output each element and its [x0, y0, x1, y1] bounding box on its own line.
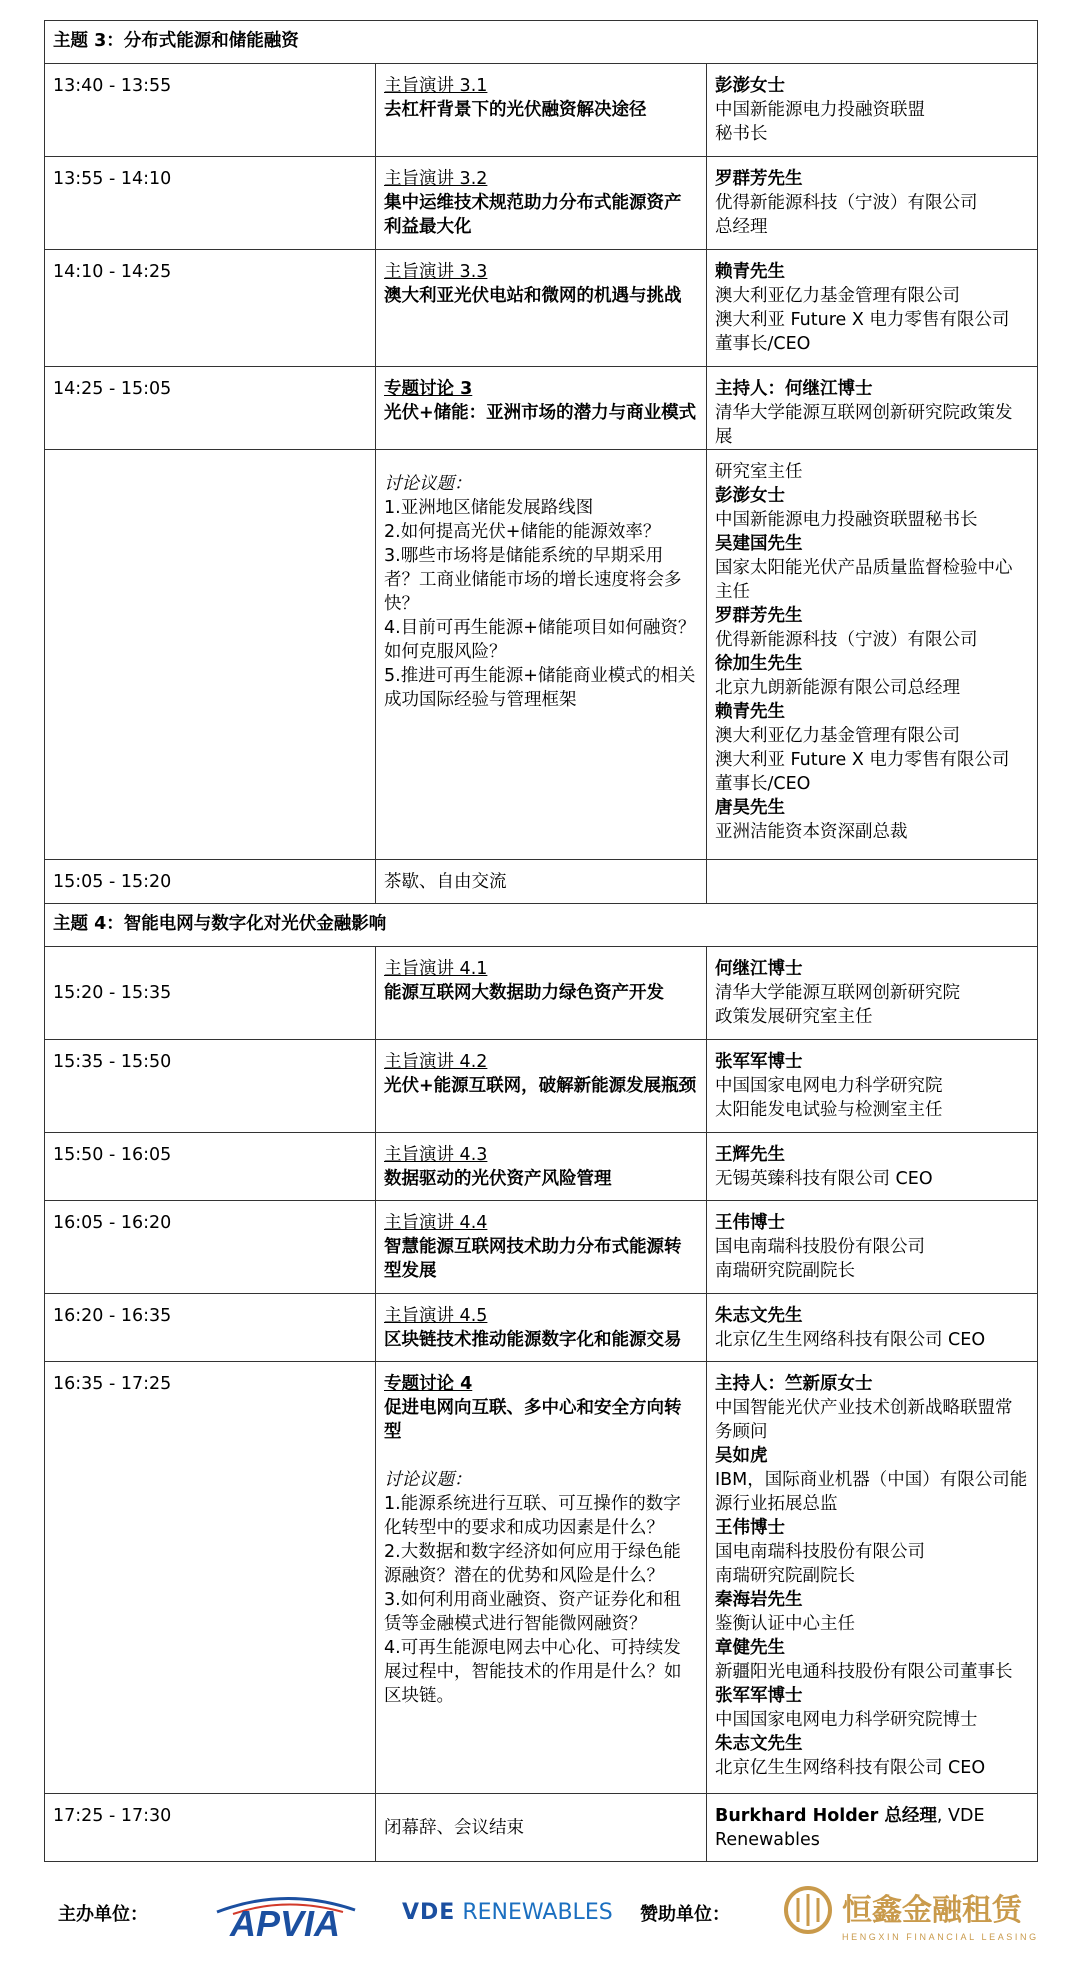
- speaker-name: 张军军博士: [715, 1052, 803, 1072]
- speaker-role: 董事长/CEO: [715, 334, 811, 354]
- hengxin-en-text: HENGXIN FINANCIAL LEASING: [842, 1932, 1039, 1942]
- speaker-affiliation: 中国国家电网电力科学研究院: [715, 1076, 943, 1096]
- speaker-cell: [707, 947, 1038, 1040]
- panelist-name: 张军军博士: [715, 1686, 803, 1706]
- keynote-3-1-row: [45, 64, 1038, 157]
- sponsor-label: 赞助单位：: [640, 1904, 730, 1925]
- session-title: 区块链技术推动能源数字化和能源交易: [384, 1330, 682, 1350]
- time-text: 15:20 - 15:35: [53, 983, 172, 1003]
- time-cell: 16:35 - 17:25: [45, 1362, 376, 1794]
- speaker-name: 王辉先生: [715, 1145, 785, 1165]
- speaker-role: 太阳能发电试验与检测室主任: [715, 1100, 943, 1120]
- topic-item: 2.大数据和数字经济如何应用于绿色能源融资？潜在的优势和风险是什么？: [384, 1542, 681, 1586]
- speaker-name: 罗群芳先生: [715, 169, 803, 189]
- session-label: 主旨演讲 4.5: [384, 1306, 488, 1326]
- speaker-affiliation: 优得新能源科技（宁波）有限公司: [715, 193, 978, 213]
- speaker-affiliation: 澳大利亚亿力基金管理有限公司: [715, 286, 960, 306]
- panel-3-body-row: [45, 450, 1038, 860]
- topic-item: 4.目前可再生能源+储能项目如何融资？如何克服风险？: [384, 618, 696, 662]
- speaker-affiliation-2: 澳大利亚 Future X 电力零售有限公司: [715, 310, 1010, 330]
- closing-speaker-org: , VDE Renewables: [715, 1806, 985, 1850]
- panelist-line: 澳大利亚亿力基金管理有限公司: [715, 726, 960, 746]
- session-title: 光伏+能源互联网，破解新能源发展瓶颈: [384, 1076, 697, 1096]
- panelist-line: 北京亿生生网络科技有限公司 CEO: [715, 1758, 986, 1778]
- session-label: 主旨演讲 4.4: [384, 1213, 488, 1233]
- panelist-name: 章健先生: [715, 1638, 785, 1658]
- panelist-name: 唐昊先生: [715, 798, 785, 818]
- speaker-cell: [707, 1794, 1038, 1862]
- panelist-cell: [707, 1362, 1038, 1794]
- keynote-4-3-row: [45, 1133, 1038, 1201]
- apvia-logo-text: APVIA: [229, 1903, 341, 1944]
- session-cell: [376, 947, 707, 1040]
- time-cell: 15:05 - 15:20: [45, 860, 376, 904]
- closing-text: 闭幕辞、会议结束: [384, 1818, 524, 1838]
- speaker-cell: [707, 64, 1038, 157]
- speaker-name: 王伟博士: [715, 1213, 785, 1233]
- speaker-role: 总经理: [715, 217, 768, 237]
- hengxin-cn-text: 恒鑫金融租赁: [842, 1893, 1022, 1928]
- session-title: 能源互联网大数据助力绿色资产开发: [384, 983, 664, 1003]
- speaker-cell: [707, 1294, 1038, 1362]
- speaker-affiliation: 中国新能源电力投融资联盟: [715, 100, 925, 120]
- time-cell: 15:35 - 15:50: [45, 1040, 376, 1133]
- topic-item: 4.可再生能源电网去中心化、可持续发展过程中，智能技术的作用是什么？如区块链。: [384, 1638, 682, 1706]
- session-title: 智慧能源互联网技术助力分布式能源转型发展: [384, 1237, 682, 1281]
- panelist-name: 彭澎女士: [715, 486, 785, 506]
- vde-logo-text: VDE: [402, 1900, 456, 1925]
- time-cell: 17:25 - 17:30: [45, 1794, 376, 1862]
- keynote-4-2-row: [45, 1040, 1038, 1133]
- panelist-name: 罗群芳先生: [715, 606, 803, 626]
- session-title: 去杠杆背景下的光伏融资解决途径: [384, 100, 647, 120]
- time-cell: 13:40 - 13:55: [45, 64, 376, 157]
- panelist-line: 中国国家电网电力科学研究院博士: [715, 1710, 978, 1730]
- panelist-line: 北京九朗新能源有限公司总经理: [715, 678, 960, 698]
- panelist-name: 王伟博士: [715, 1518, 785, 1538]
- panelist-name: 赖青先生: [715, 702, 785, 722]
- speaker-affiliation: 北京亿生生网络科技有限公司 CEO: [715, 1330, 986, 1350]
- session-label: 主旨演讲 4.2: [384, 1052, 488, 1072]
- panelist-line: IBM，国际商业机器（中国）有限公司能源行业拓展总监: [715, 1470, 1028, 1514]
- panelist-line: 国电南瑞科技股份有限公司: [715, 1542, 925, 1562]
- panelist-name: 秦海岩先生: [715, 1590, 803, 1610]
- session-label: 主旨演讲 3.3: [384, 262, 488, 282]
- panelist-name: 吴如虎: [715, 1446, 768, 1466]
- session-cell: [376, 64, 707, 157]
- closing-speaker: Burkhard Holder 总经理: [715, 1806, 937, 1826]
- speaker-cell: [707, 1201, 1038, 1294]
- speaker-cell: [707, 367, 1038, 450]
- session-label: 专题讨论 3: [384, 379, 473, 399]
- vde-renewables-logo: [402, 1900, 613, 1925]
- theme-4-row: [45, 904, 1038, 947]
- speaker-name: 赖青先生: [715, 262, 785, 282]
- speaker-role: 南瑞研究院副院长: [715, 1261, 855, 1281]
- panelist-line: 亚洲洁能资本资深副总裁: [715, 822, 908, 842]
- topics-cell: [376, 450, 707, 860]
- host-label: 主办单位：: [58, 1904, 148, 1925]
- session-cell: [376, 1362, 707, 1794]
- speaker-name: 何继江博士: [715, 959, 803, 979]
- speaker-role: 秘书长: [715, 124, 768, 144]
- speaker-cell: [707, 1133, 1038, 1201]
- apvia-logo: [205, 1884, 365, 1944]
- host-affiliation: 清华大学能源互联网创新研究院政策发展: [715, 403, 1013, 447]
- panelist-line: 澳大利亚 Future X 电力零售有限公司: [715, 750, 1010, 770]
- time-cell: 14:10 - 14:25: [45, 250, 376, 367]
- panelist-line: 国家太阳能光伏产品质量监督检验中心主任: [715, 558, 1013, 602]
- time-cell: [45, 947, 376, 1040]
- session-label: 专题讨论 4: [384, 1374, 473, 1394]
- break-text: 茶歇、自由交流: [376, 860, 707, 904]
- session-title: 光伏+储能：亚洲市场的潜力与商业模式: [384, 403, 697, 423]
- session-title: 数据驱动的光伏资产风险管理: [384, 1169, 612, 1189]
- footer: [0, 1880, 1080, 1950]
- topic-item: 2.如何提高光伏+储能的能源效率？: [384, 522, 661, 542]
- hengxin-logo: [778, 1882, 1058, 1946]
- session-cell: [376, 1040, 707, 1133]
- topic-item: 5.推进可再生能源+储能商业模式的相关成功国际经验与管理框架: [384, 666, 696, 710]
- time-cell: 15:50 - 16:05: [45, 1133, 376, 1201]
- session-cell: [376, 1201, 707, 1294]
- panelist-name: 朱志文先生: [715, 1734, 803, 1754]
- panelist-line: 中国新能源电力投融资联盟秘书长: [715, 510, 978, 530]
- panelist-line: 鉴衡认证中心主任: [715, 1614, 855, 1634]
- theme-3-row: [45, 21, 1038, 64]
- session-cell: [376, 157, 707, 250]
- session-label: 主旨演讲 4.1: [384, 959, 488, 979]
- speaker-role: 政策发展研究室主任: [715, 1007, 873, 1027]
- panelist-line: 董事长/CEO: [715, 774, 811, 794]
- theme-3-title: 主题 3：分布式能源和储能融资: [45, 21, 1038, 64]
- panel-3-header-row: [45, 367, 1038, 450]
- session-title: 集中运维技术规范助力分布式能源资产利益最大化: [384, 193, 682, 237]
- session-title: 促进电网向互联、多中心和安全方向转型: [384, 1398, 682, 1442]
- time-cell: 13:55 - 14:10: [45, 157, 376, 250]
- time-cell: 16:20 - 16:35: [45, 1294, 376, 1362]
- agenda-table: [44, 20, 1038, 1862]
- speaker-cell: [707, 157, 1038, 250]
- time-cell: 16:05 - 16:20: [45, 1201, 376, 1294]
- speaker-affiliation: 国电南瑞科技股份有限公司: [715, 1237, 925, 1257]
- keynote-3-3-row: [45, 250, 1038, 367]
- panelist-line: 新疆阳光电通科技股份有限公司董事长: [715, 1662, 1013, 1682]
- session-label: 主旨演讲 3.2: [384, 169, 488, 189]
- panelist-line: 优得新能源科技（宁波）有限公司: [715, 630, 978, 650]
- speaker-cell: [707, 250, 1038, 367]
- session-title: 澳大利亚光伏电站和微网的机遇与挑战: [384, 286, 682, 306]
- speaker-cell: [707, 1040, 1038, 1133]
- keynote-4-1-row: [45, 947, 1038, 1040]
- time-cell-empty: [45, 450, 376, 860]
- panelist-line: 中国智能光伏产业技术创新战略联盟常务顾问: [715, 1398, 1013, 1442]
- speaker-cell-empty: [707, 860, 1038, 904]
- session-cell: [376, 1294, 707, 1362]
- topics-label: 讨论议题：: [384, 474, 472, 494]
- panelist-name: 徐加生先生: [715, 654, 803, 674]
- break-row: [45, 860, 1038, 904]
- speaker-affiliation: 清华大学能源互联网创新研究院: [715, 983, 960, 1003]
- keynote-4-4-row: [45, 1201, 1038, 1294]
- panelist-line: 南瑞研究院副院长: [715, 1566, 855, 1586]
- session-label: 主旨演讲 4.3: [384, 1145, 488, 1165]
- panel-4-row: [45, 1362, 1038, 1794]
- panelist-line: 研究室主任: [715, 462, 803, 482]
- speaker-name: 彭澎女士: [715, 76, 785, 96]
- host-name: 主持人：何继江博士: [715, 379, 873, 399]
- panelist-cell: [707, 450, 1038, 860]
- topic-item: 3.哪些市场将是储能系统的早期采用者？工商业储能市场的增长速度将会多快？: [384, 546, 682, 614]
- session-label: 主旨演讲 3.1: [384, 76, 488, 96]
- session-cell: [376, 367, 707, 450]
- topic-item: 1.能源系统进行互联、可互操作的数字化转型中的要求和成功因素是什么？: [384, 1494, 681, 1538]
- session-cell: [376, 1133, 707, 1201]
- keynote-3-2-row: [45, 157, 1038, 250]
- keynote-4-5-row: [45, 1294, 1038, 1362]
- topic-item: 3.如何利用商业融资、资产证券化和租赁等金融模式进行智能微网融资？: [384, 1590, 681, 1634]
- closing-row: [45, 1794, 1038, 1862]
- host-name: 主持人：竺新原女士: [715, 1374, 873, 1394]
- topics-label: 讨论议题：: [384, 1470, 472, 1490]
- renewables-logo-text: RENEWABLES: [455, 1900, 613, 1925]
- panelist-name: 吴建国先生: [715, 534, 803, 554]
- session-cell: [376, 250, 707, 367]
- time-cell: 14:25 - 15:05: [45, 367, 376, 450]
- speaker-name: 朱志文先生: [715, 1306, 803, 1326]
- session-cell: [376, 1794, 707, 1862]
- theme-4-title: 主题 4：智能电网与数字化对光伏金融影响: [45, 904, 1038, 947]
- topic-item: 1.亚洲地区储能发展路线图: [384, 498, 594, 518]
- speaker-affiliation: 无锡英臻科技有限公司 CEO: [715, 1169, 933, 1189]
